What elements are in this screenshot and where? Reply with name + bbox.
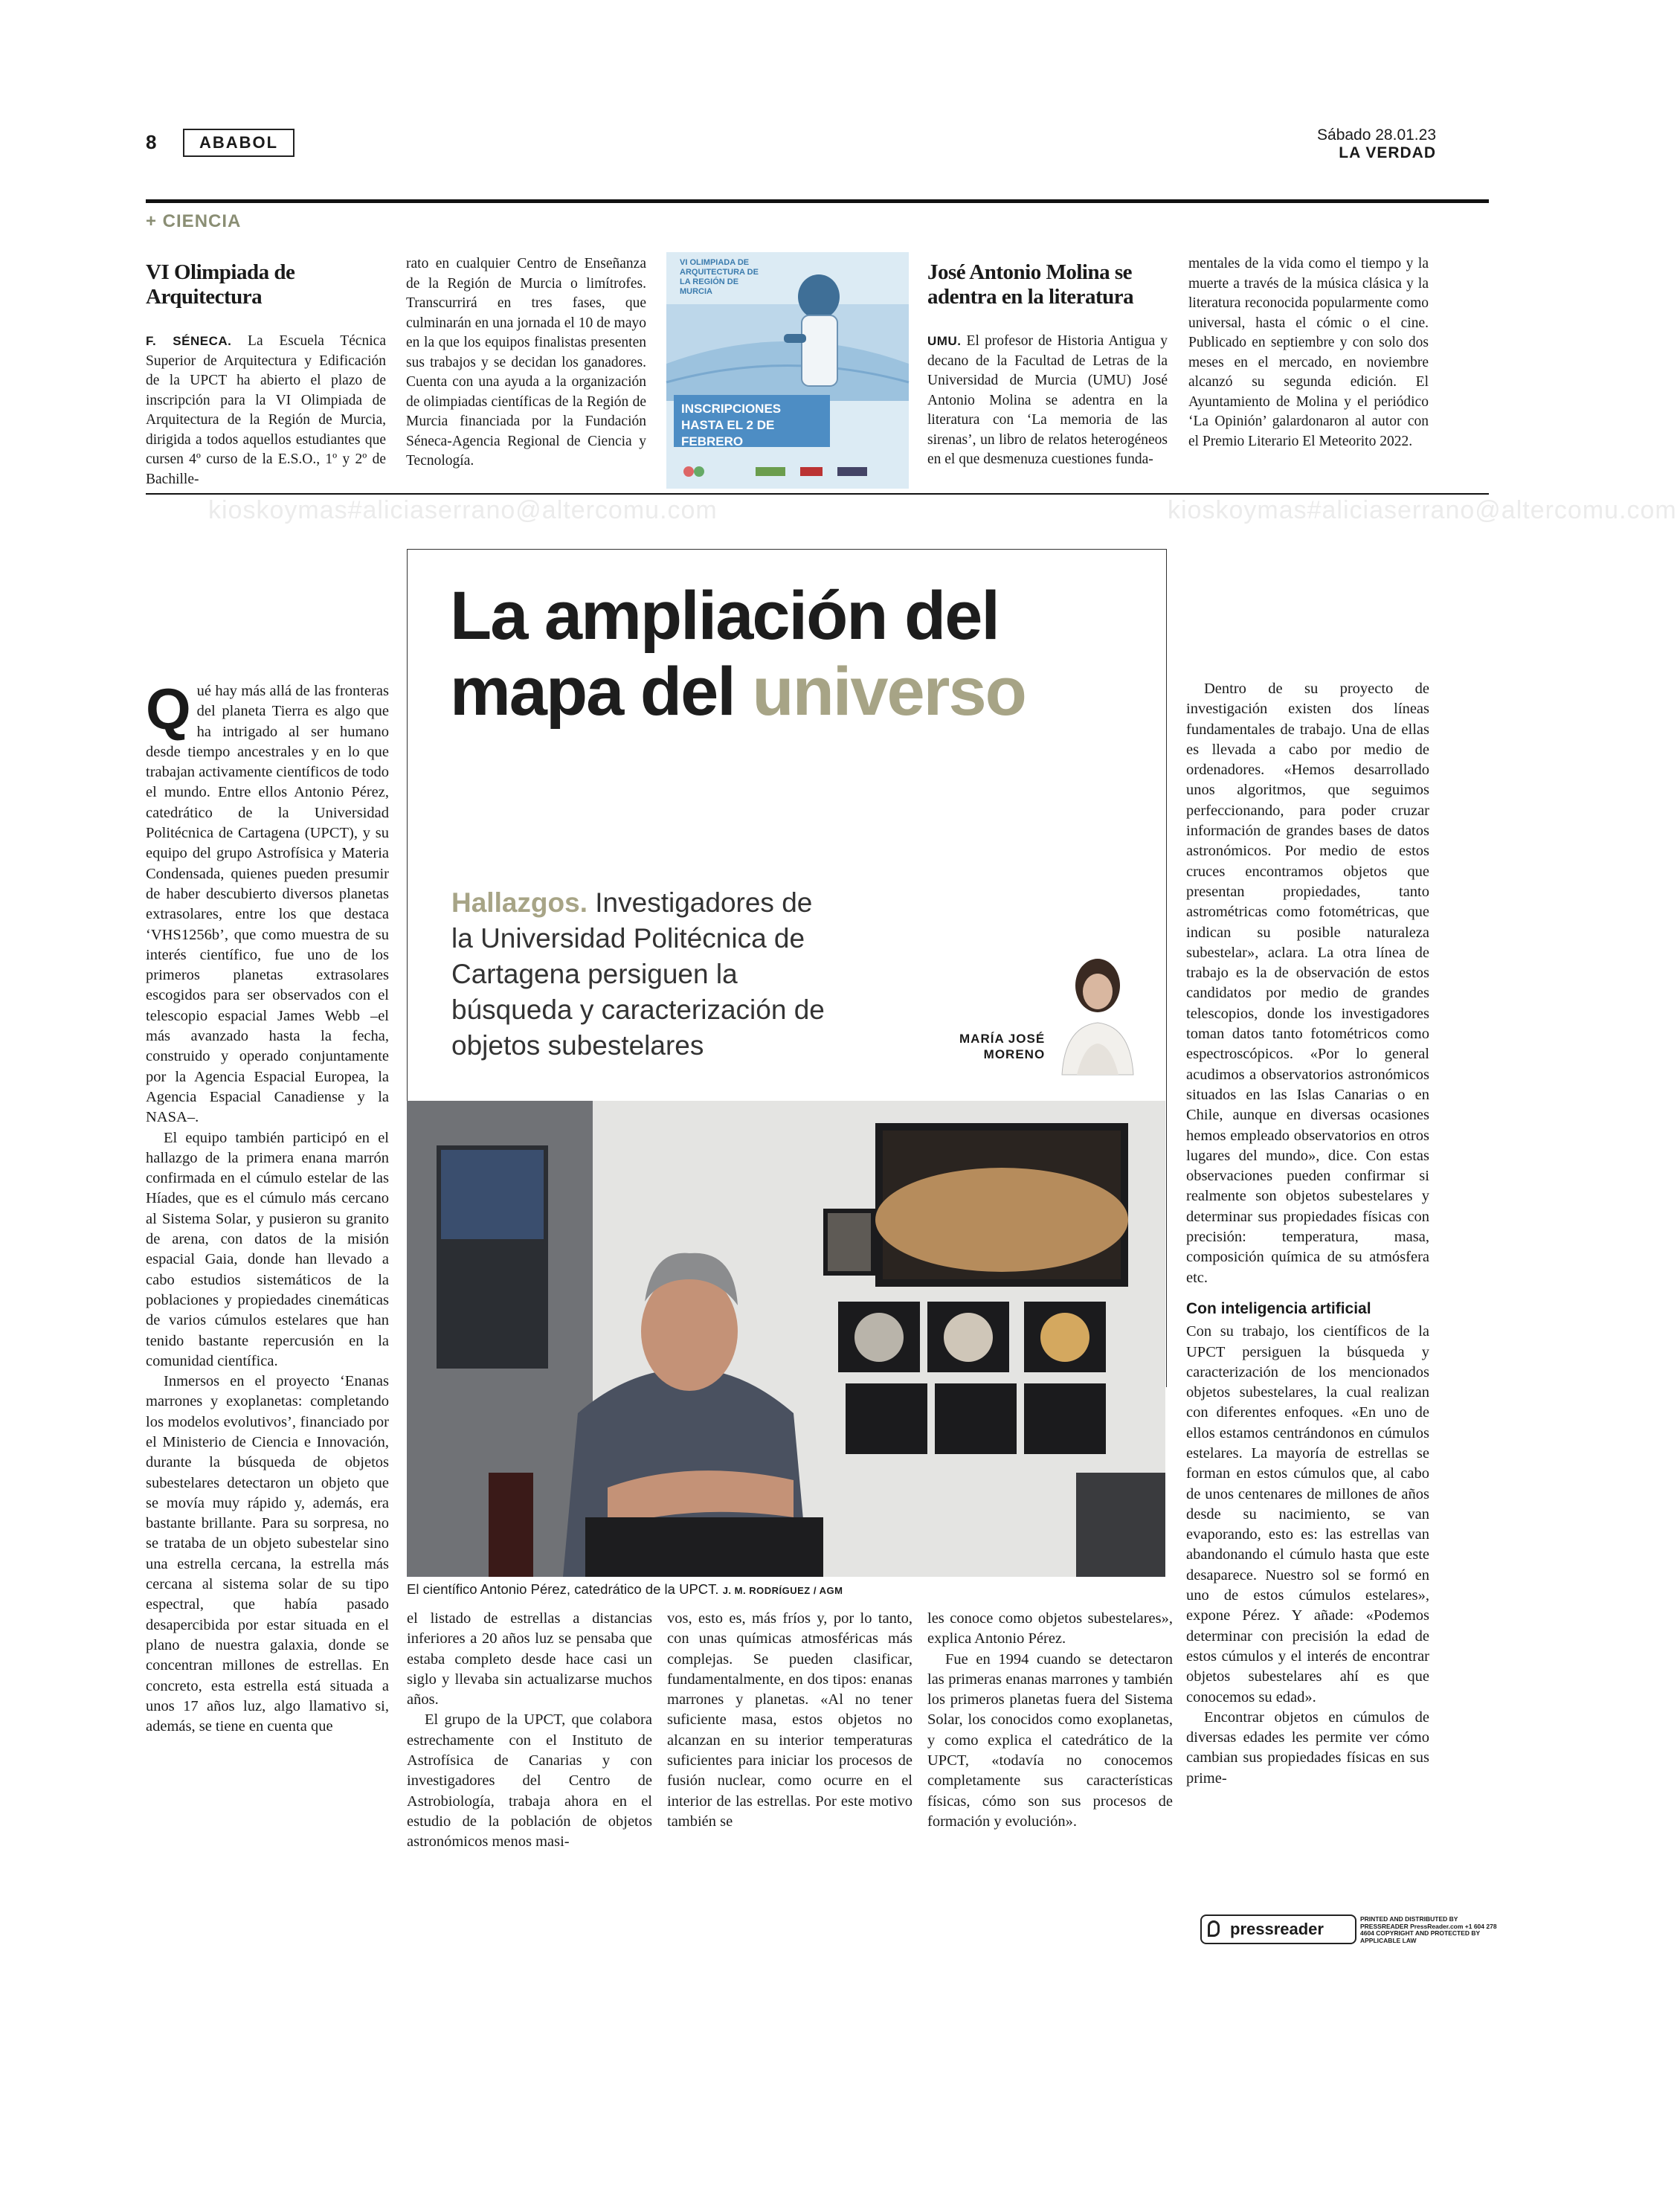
paragraph: Dentro de su proyecto de investigación existen dos líneas fundamentales de trabajo. Una de ellas es llevada a cabo por medio de ordenadores. «Hemos desarrollado unos algoritmos, que seguimos perfeccionando, para poder cruzar información de grandes bases de datos astronómicos. Por medio de estos cruces encontramos objetos que presentan propiedades, tanto astrométricas como fotométricas, que indican su posible naturaleza subestelar», aclara. La otra línea de trabajo es la de observación de estos candidatos por medio de grandes telescopios, donde los investigadores toman datos tanto fotométricos como espectroscópicos. «Por lo general acudimos a observatorios astronómicos situados en las Islas Canarias o en Chile, aunque en diversas ocasiones hemos empleado observatorios en otros lugares del mundo», dice. Con estas observaciones pueden confirmar si realmente son objetos subestelares y determinar sus propiedades físicas con precisión: temperatura, masa, composición química de su atmósfera etc. [1186, 681, 1429, 1286]
brief-text: La Escuela Técnica Superior de Arquitectura y Edificación de la UPCT ha abierto el plazo de inscripción para la VI Olimpiada de Arquitectura de la Región de Murcia, dirigida a todos aquellos estudiantes que cursen 4º curso de la E.S.O., 1º y 2º de Bachille- [146, 333, 386, 487]
paragraph: Con su trabajo, los científicos de la UPCT persiguen la búsqueda y caracterización de los mencionados objetos subestelares, la cual realizan con diferentes enfoques. «En uno de ellos estamos centrándonos en cúmulos estelares. La mayoría de estrellas se forman en estos cúmulos que, al cabo de unos centenares de millones de años desde su nacimiento, se van evaporando, esto es: las estrellas van abandonando el cúmulo hasta que este desaparece. Nuestro sol se formó en uno de estos cúmulos estelares», expone Pérez. Y añade: «Podemos determinar con precisión la edad de estos cúmulos y el interés de encontrar objetos subestelares ahí es que conocemos su edad». [1186, 1323, 1429, 1705]
watermark: kioskoymas#aliciaserrano@altercomu.com [1168, 496, 1677, 524]
article-headline [450, 578, 1026, 730]
headline-text: mapa del [450, 654, 753, 730]
caption-text: El científico Antonio Pérez, catedrático de la UPCT. [407, 1581, 719, 1597]
scientist-photo [407, 1101, 1165, 1577]
stadium-illustration [666, 252, 909, 489]
pressreader-icon [1208, 1920, 1220, 1937]
author-portrait [1055, 956, 1136, 1075]
header-rule [146, 199, 1489, 203]
article-column-right [1186, 679, 1429, 1789]
paragraph: ué hay más allá de las fronteras del planeta Tierra es algo que ha intrigado al ser humano desde tiempo ancestrales y en lo que trabajan activamente científicos de todo el mundo. Entre ellos Antonio Pérez, catedrático de la Universidad Politécnica de Cartagena (UPCT), y su equipo del grupo Astrofísica y Materia Condensada, quienes pueden presumir de haber descubierto diversos planetas extrasolares, entre los que destaca ‘VHS1256b’, que como muestra de su interés científico, fue uno de los primeros planetas extrasolares escogidos para ser observados con el telescopio espacial James Webb –el más avanzado hasta la fecha, construido y operado conjuntamente por la Agencia Espacial Europea, la Agencia Espacial Canadiense y la NASA–. [146, 683, 389, 1126]
photo-caption [407, 1581, 843, 1598]
brief-body-olimpiada-a [146, 332, 386, 489]
sponsor-logos [674, 464, 897, 479]
article-kicker [451, 885, 838, 1064]
pressreader-logo: pressreader [1200, 1914, 1356, 1944]
brief-byline: UMU. [927, 334, 962, 348]
paragraph: les conoce como objetos subestelares», explica Antonio Pérez. [927, 1610, 1173, 1647]
briefs-rule [146, 493, 1489, 495]
pressreader-badge[interactable] [1200, 1914, 1499, 1944]
olimpiada-poster-image [666, 252, 909, 489]
article-column-b2 [667, 1609, 912, 1832]
paragraph: Inmersos en el proyecto ‘Enanas marrones y exoplanetas: completando los modelos evolutivos’, financiado por el Ministerio de Ciencia e Innovación, durante la búsqueda de objetos subestelares detectaron un objeto que se movía muy rápido y, además, era bastante brillante. Para su sorpresa, no se trataba de un objeto subestelar sino una estrella cercana, la estrella más cercana al sistema solar de su tipo espectral, que había pasado desapercibida por estar situada en el plano de nuestra galaxia, donde se concentran millones de estrellas. En concreto, esta estrella está situada a unos 17 años luz, algo llamativo si, además, se tiene en cuenta que [146, 1373, 389, 1735]
article-column-b1 [407, 1609, 652, 1853]
article-subhead: Con inteligencia artificial [1186, 1299, 1371, 1317]
watermark: kioskoymas#aliciaserrano@altercomu.com [208, 496, 718, 524]
author-name [959, 1031, 1045, 1062]
paragraph: Encontrar objetos en cúmulos de diversas edades les permite ver cómo cambian sus propiedades físicas en sus prime- [1186, 1708, 1429, 1787]
issue-date: Sábado 28.01.23 [1317, 126, 1436, 144]
author-last: MORENO [983, 1047, 1046, 1061]
brief-body-molina-a [927, 332, 1168, 470]
article-column-left [146, 676, 389, 1737]
brief-title-molina: José Antonio Molina se adentra en la literatura [927, 260, 1134, 309]
section-label: ABABOL [183, 129, 294, 157]
pressreader-note: PRINTED AND DISTRIBUTED BY PRESSREADER PressReader.com +1 604 278 4604 COPYRIGHT AND PROTECTED BY APPLICABLE LAW [1360, 1915, 1497, 1944]
brief-text: El profesor de Historia Antigua y decano de la Facultad de Letras de la Universidad de Murcia (UMU) José Antonio Molina se adentra en la literatura con ‘La memoria de las sirenas’, un libro de relatos heterogéneos en el que desmenuza cuestiones funda- [927, 333, 1168, 467]
headline-line-1: La ampliación del [450, 578, 999, 654]
headline-highlight: universo [752, 654, 1026, 730]
brief-title-olimpiada: VI Olimpiada de Arquitectura [146, 260, 295, 309]
kicker-lead: Hallazgos. [451, 887, 588, 918]
section-tag: + CIENCIA [146, 211, 242, 231]
paragraph: vos, esto es, más fríos y, por lo tanto, con unas químicas atmosféricas más complejas. Se pueden clasificar, fundamentalmente, en dos tipos: enanas marrones y planetas. «Al no tener suficiente masa, estos objetos no alcanzan en su interior temperaturas suficientes para iniciar los procesos de fusión nuclear, como ocurre en el interior de las estrellas. Por este motivo también se [667, 1610, 912, 1830]
brief-byline: F. SÉNECA. [146, 334, 232, 348]
brief-body-olimpiada-b: rato en cualquier Centro de Enseñanza de la Región de Murcia o limítrofes. Transcurrirá en tres fases, que culminarán en una jornada el 10 de mayo en la que los equipos finalistas presenten sus trabajos y se decidan los ganadores. Cuenta con una ayuda a la organización de olimpiadas científicas de la Región de Murcia financiada por la Fundación Séneca-Agencia Regional de Ciencia y Tecnología. [406, 256, 646, 469]
headline-line-2 [450, 654, 1026, 730]
newspaper-name: LA VERDAD [1339, 144, 1436, 161]
paragraph: El equipo también participó en el hallazgo de la primera enana marrón confirmada en el cúmulo estelar de las Híades, que es el cúmulo más cercano al Sistema Solar, y pusieron su granito de arena, con datos de la misión espacial Gaia, donde han llevado a cabo estudios sistemáticos de la poblaciones y propiedades cinemáticas de varios cúmulos estelares que han tenido bastante repercusión en la comunidad científica. [146, 1129, 389, 1369]
drop-cap: Q [146, 676, 191, 742]
paragraph: El grupo de la UPCT, que colabora estrechamente con el Instituto de Astrofísica de Canarias y con investigadores del Centro de Astrobiología, trabaja ahora en el estudio de la población de objetos astronómicos menos masi- [407, 1711, 652, 1851]
photo-credit: J. M. RODRÍGUEZ / AGM [722, 1585, 843, 1596]
poster-title: VI OLIMPIADA DE ARQUITECTURA DE LA REGIÓN DE MURCIA [680, 258, 759, 296]
author-first: MARÍA JOSÉ [959, 1032, 1046, 1046]
kicker-text: Investigadores de la Universidad Politécnica de Cartagena persiguen la búsqueda y caracterización de objetos subestelares [451, 887, 825, 1061]
paragraph: el listado de estrellas a distancias inferiores a 20 años luz se pensaba que estaba completo desde hace casi un siglo y llevaba sin actualizarse muchos años. [407, 1610, 652, 1708]
paragraph: Fue en 1994 cuando se detectaron las primeras enanas marrones y también los primeros planetas fuera del Sistema Solar, los conocidos como exoplanetas, y como explica el catedrático de la UPCT, «todavía no conocemos completamente sus características físicas, cómo son sus procesos de formación y evolución». [927, 1650, 1173, 1830]
page-number: 8 [146, 131, 157, 153]
registration-banner: INSCRIPCIONES HASTA EL 2 DE FEBRERO [674, 395, 830, 447]
article-column-b3 [927, 1609, 1173, 1832]
brief-body-molina-b: mentales de la vida como el tiempo y la muerte a través de la música clásica y la literatura reconocida popularmente como universal, hasta el cómic o el cine. Publicado en septiembre y con solo dos meses en el mercado, en noviembre alcanzó su segunda edición. El Ayuntamiento de Molina y el periódico ‘La Opinión’ galardonaron al autor con el Premio Literario El Meteorito 2022. [1188, 256, 1429, 449]
